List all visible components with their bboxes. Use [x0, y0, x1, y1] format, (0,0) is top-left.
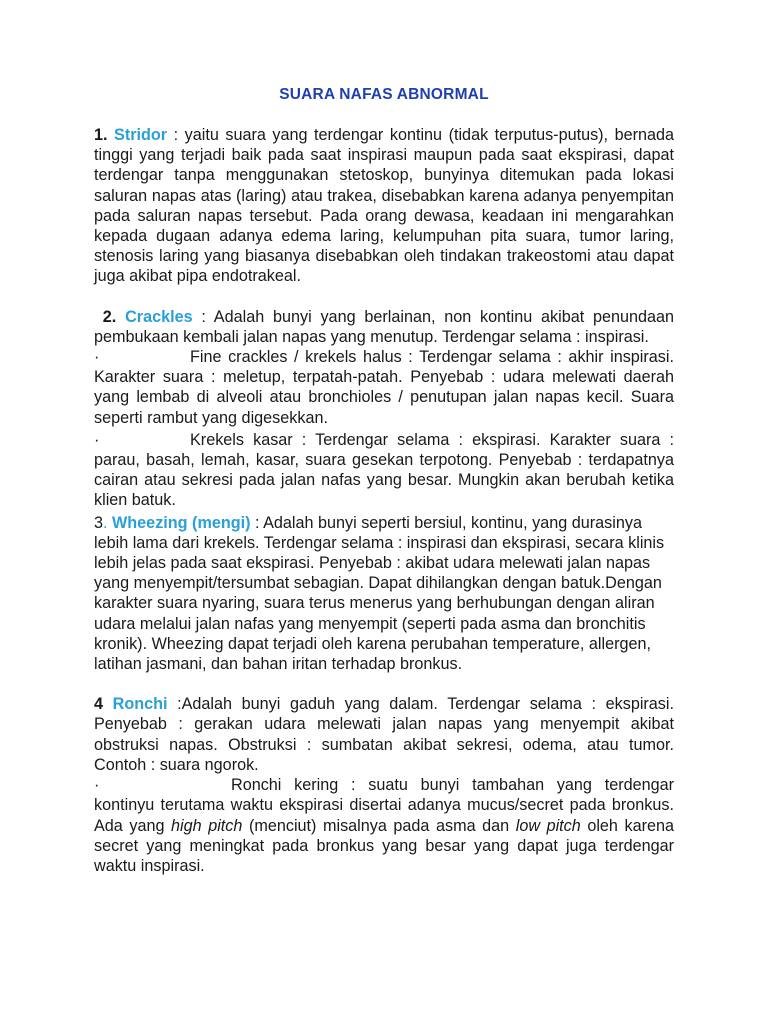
bullet-text: Krekels kasar : Terdengar selama : ekspirasi. Karakter suara : parau, basah, lemah, kasar, suara gesekan terpotong. Penyebab : terdapatnya cairan atau sekresi pada jalan nafas yang besar. Mungkin akan berubah ketika klien batuk.	[94, 430, 674, 510]
bullet-marker: ·	[94, 776, 100, 795]
bullet-item-fine-crackles	[94, 347, 674, 428]
section-ronchi	[94, 694, 674, 775]
bullet-italic-term: low pitch	[515, 816, 581, 835]
term-crackles: Crackles	[125, 307, 193, 326]
section-number: 4	[94, 695, 104, 714]
section-stridor	[94, 125, 674, 287]
bullet-item-krekels-kasar	[94, 428, 674, 511]
section-number: 1.	[94, 126, 108, 144]
term-ronchi: Ronchi	[112, 695, 168, 714]
section-text: : yaitu suara yang terdengar kontinu (tidak terputus-putus), bernada tinggi yang terjadi baik pada saat inspirasi maupun pada saat ekspirasi, dapat terdengar tanpa menggunakan stetoskop, bunyinya ditemukan pada lokasi saluran napas atas (laring) atau trakea, disebabkan karena adanya penyempitan pada saluran napas tersebut. Pada orang dewasa, keadaan ini mengarahkan kepada dugaan adanya edema laring, kelumpuhan pita suara, tumor laring, stenosis laring yang biasanya disebabkan oleh tindakan trakeostomi atau dapat juga akibat pipa endotrakeal.	[94, 126, 674, 286]
bullet-text: Fine crackles / krekels halus : Terdengar selama : akhir inspirasi. Karakter suara : meletup, terpatah-patah. Penyebab : udara melewati daerah yang lembab di alveoli atau bronchioles / penutupan jalan napas kecil. Suara seperti rambut yang digesekkan.	[94, 348, 674, 427]
section-wheezing	[94, 513, 674, 675]
document-title: SUARA NAFAS ABNORMAL	[279, 86, 489, 103]
bullet-text: Ronchi kering : suatu bunyi tambahan yang terdengar kontinyu terutama waktu ekspirasi disertai adanya mucus/secret pada bronkus. Ada yang	[94, 776, 674, 835]
section-text: :Adalah bunyi gaduh yang dalam. Terdengar selama : ekspirasi. Penyebab : gerakan udara melewati jalan napas yang menyempit akibat obstruksi napas. Obstruksi : sumbatan akibat sekresi, odema, atau tumor. Contoh : suara ngorok.	[94, 695, 674, 774]
term-stridor: Stridor	[114, 126, 168, 144]
section-text: : Adalah bunyi seperti bersiul, kontinu, yang durasinya lebih lama dari krekels. Terdengar selama : inspirasi dan ekspirasi, secara klinis lebih jelas pada saat ekspirasi. Penyebab : akibat udara melewati jalan napas yang menyempit/tersumbat sebagian. Dapat dihilangkan dengan batuk.Dengan karakter suara nyaring, suara terus menerus yang berhubungan dengan aliran udara melalui jalan nafas yang menyempit (seperti pada asma dan bronchitis kronik). Wheezing dapat terjadi oleh karena perubahan temperature, allergen, latihan jasmani, dan bahan iritan terhadap bronkus.	[94, 513, 665, 674]
section-number: 3	[94, 513, 104, 532]
bullet-italic-term: high pitch	[171, 816, 243, 835]
bullet-text: oleh karena secret yang meningkat pada bronkus yang besar yang dapat juga terdengar waktu inspirasi.	[94, 816, 674, 875]
bullet-text: (menciut) misalnya pada asma dan	[242, 816, 516, 835]
section-number-dot: .	[103, 513, 108, 532]
bullet-item-ronchi-kering	[94, 775, 674, 876]
term-wheezing: Wheezing (mengi)	[112, 513, 251, 532]
section-crackles	[94, 307, 674, 347]
bullet-marker: ·	[94, 348, 100, 367]
bullet-marker: ·	[94, 430, 100, 449]
section-text: : Adalah bunyi yang berlainan, non kontinu akibat penundaan pembukaan kembali jalan napas yang menutup. Terdengar selama : inspirasi.	[94, 307, 675, 346]
section-number: 2.	[102, 307, 117, 326]
